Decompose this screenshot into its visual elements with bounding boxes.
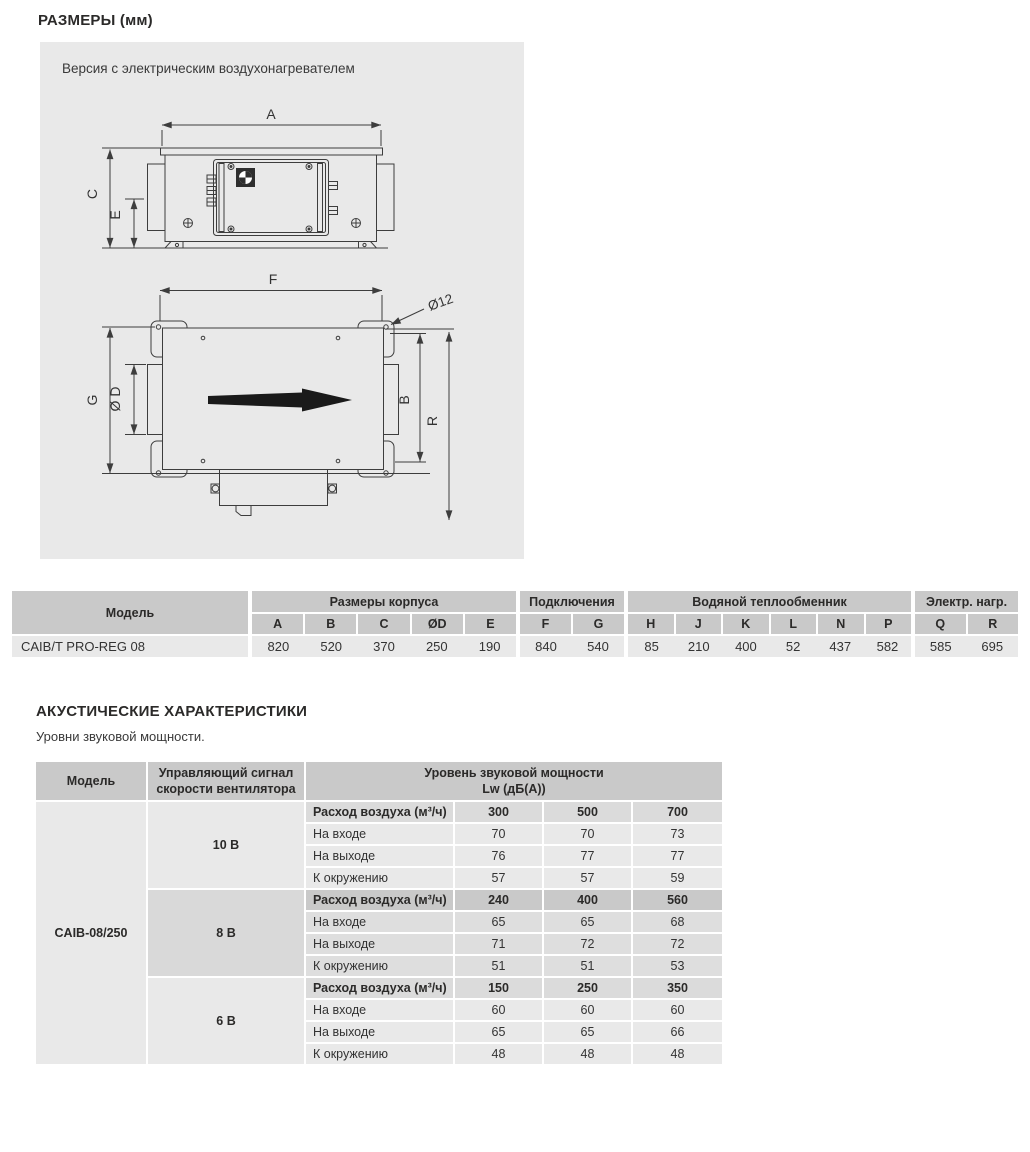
model-name: CAIB-08/250: [36, 802, 146, 1064]
group-header: Размеры корпуса: [252, 591, 516, 612]
value-cell: 59: [633, 868, 722, 888]
dim-label-r: R: [424, 415, 440, 427]
value-cell: 66: [633, 1022, 722, 1042]
column-header-lw: [306, 762, 722, 800]
signal-cell: 6 В: [148, 978, 304, 1064]
column-header: B: [305, 614, 356, 634]
value-cell: 57: [455, 868, 542, 888]
column-header: C: [358, 614, 409, 634]
value-cell: 437: [829, 639, 852, 654]
front-view: [102, 125, 394, 248]
dimensions-table: [12, 591, 1018, 657]
dim-label-a: A: [266, 106, 276, 122]
value-cell: 48: [633, 1044, 722, 1064]
value-cell: 70: [544, 824, 631, 844]
value-cell: 51: [455, 956, 542, 976]
value-cell: 820: [267, 639, 290, 654]
value-cell: 582: [876, 639, 899, 654]
model-column: [12, 591, 248, 657]
acoustic-table: [36, 762, 722, 1064]
column-header: F: [520, 614, 571, 634]
value-cell: 48: [455, 1044, 542, 1064]
column-header-model: Модель: [12, 591, 248, 634]
flow-value: 400: [544, 890, 631, 910]
value-cell: 53: [633, 956, 722, 976]
flow-value: 150: [455, 978, 542, 998]
row-label: На входе: [306, 912, 453, 932]
dimension-drawing: [40, 42, 524, 559]
dim-label-g: G: [84, 394, 100, 406]
row-label: К окружению: [306, 956, 453, 976]
column-header: A: [252, 614, 303, 634]
drawing-caption: Версия с электрическим воздухонагревателем: [62, 61, 355, 76]
value-cell: 585: [929, 639, 952, 654]
value-cell: 77: [633, 846, 722, 866]
row-label: На входе: [306, 824, 453, 844]
value-cell: 77: [544, 846, 631, 866]
value-cell: 48: [544, 1044, 631, 1064]
value-cell: 840: [535, 639, 557, 654]
flow-label: Расход воздуха (м³/ч): [306, 802, 453, 822]
model-name: CAIB/T PRO-REG 08: [12, 636, 248, 657]
column-header: J: [676, 614, 722, 634]
group-body-dimensions: [252, 591, 516, 657]
value-cell: 71: [455, 934, 542, 954]
flow-value: 700: [633, 802, 722, 822]
flow-label: Расход воздуха (м³/ч): [306, 978, 453, 998]
value-cell: 73: [633, 824, 722, 844]
group-header: Подключения: [520, 591, 624, 612]
group-header: Электр. нагр.: [915, 591, 1018, 612]
dim-label-f: F: [268, 271, 278, 287]
column-header: L: [771, 614, 817, 634]
value-cell: 51: [544, 956, 631, 976]
value-cell: 210: [687, 639, 710, 654]
flow-value: 560: [633, 890, 722, 910]
group-electric-heater: [915, 591, 1018, 657]
column-header: K: [723, 614, 769, 634]
dimensions-title: РАЗМЕРЫ (мм): [38, 12, 153, 29]
value-cell: 370: [373, 639, 395, 654]
value-cell: 65: [455, 912, 542, 932]
column-header-signal: Управляющий сигнал скорости вентилятора: [148, 762, 304, 800]
dim-label-d: Ø D: [107, 386, 123, 412]
value-cell: 250: [425, 639, 448, 654]
value-cell: 57: [544, 868, 631, 888]
acoustic-title: АКУСТИЧЕСКИЕ ХАРАКТЕРИСТИКИ: [36, 703, 308, 720]
row-label: На выходе: [306, 1022, 453, 1042]
flow-value: 250: [544, 978, 631, 998]
row-label: На выходе: [306, 846, 453, 866]
value-cell: 60: [544, 1000, 631, 1020]
column-header: R: [968, 614, 1019, 634]
column-header: E: [465, 614, 516, 634]
lw-header-line2: Lw (дБ(А)): [482, 782, 546, 796]
value-cell: 60: [455, 1000, 542, 1020]
switch-icon: [236, 168, 255, 187]
column-header: P: [866, 614, 912, 634]
group-connections: [520, 591, 624, 657]
flow-value: 300: [455, 802, 542, 822]
value-cell: 72: [633, 934, 722, 954]
value-cell: 400: [735, 639, 757, 654]
value-cell: 85: [644, 639, 659, 654]
dimension-drawing-panel: [40, 42, 524, 559]
value-cell: 70: [455, 824, 542, 844]
column-header: N: [818, 614, 864, 634]
signal-cell: 10 В: [148, 802, 304, 888]
hole-diameter-label: Ø12: [425, 290, 456, 314]
row-label: К окружению: [306, 868, 453, 888]
row-label: На входе: [306, 1000, 453, 1020]
value-cell: 520: [320, 639, 343, 654]
dim-label-e: E: [107, 210, 123, 220]
group-water-heater: [628, 591, 911, 657]
value-cell: 76: [455, 846, 542, 866]
value-cell: 540: [587, 639, 609, 654]
signal-cell: 8 В: [148, 890, 304, 976]
value-cell: 65: [455, 1022, 542, 1042]
dim-label-b: B: [396, 395, 412, 405]
flow-value: 240: [455, 890, 542, 910]
column-header: ØD: [412, 614, 463, 634]
value-cell: 68: [633, 912, 722, 932]
dim-label-c: C: [84, 188, 100, 200]
column-header-model: Модель: [36, 762, 146, 800]
value-cell: 695: [981, 639, 1004, 654]
row-label: На выходе: [306, 934, 453, 954]
body-screws: [184, 219, 361, 228]
value-cell: 190: [478, 639, 501, 654]
value-cell: 52: [785, 639, 801, 654]
group-header: Водяной теплообменник: [628, 591, 911, 612]
lw-header-line1: Уровень звуковой мощности: [424, 765, 604, 780]
flow-value: 500: [544, 802, 631, 822]
value-cell: 65: [544, 1022, 631, 1042]
column-header: G: [573, 614, 624, 634]
row-label: К окружению: [306, 1044, 453, 1064]
column-header: H: [628, 614, 674, 634]
flow-label: Расход воздуха (м³/ч): [306, 890, 453, 910]
column-header: Q: [915, 614, 966, 634]
value-cell: 65: [544, 912, 631, 932]
value-cell: 60: [633, 1000, 722, 1020]
flow-value: 350: [633, 978, 722, 998]
value-cell: 72: [544, 934, 631, 954]
acoustic-subtitle: Уровни звуковой мощности.: [36, 729, 205, 744]
